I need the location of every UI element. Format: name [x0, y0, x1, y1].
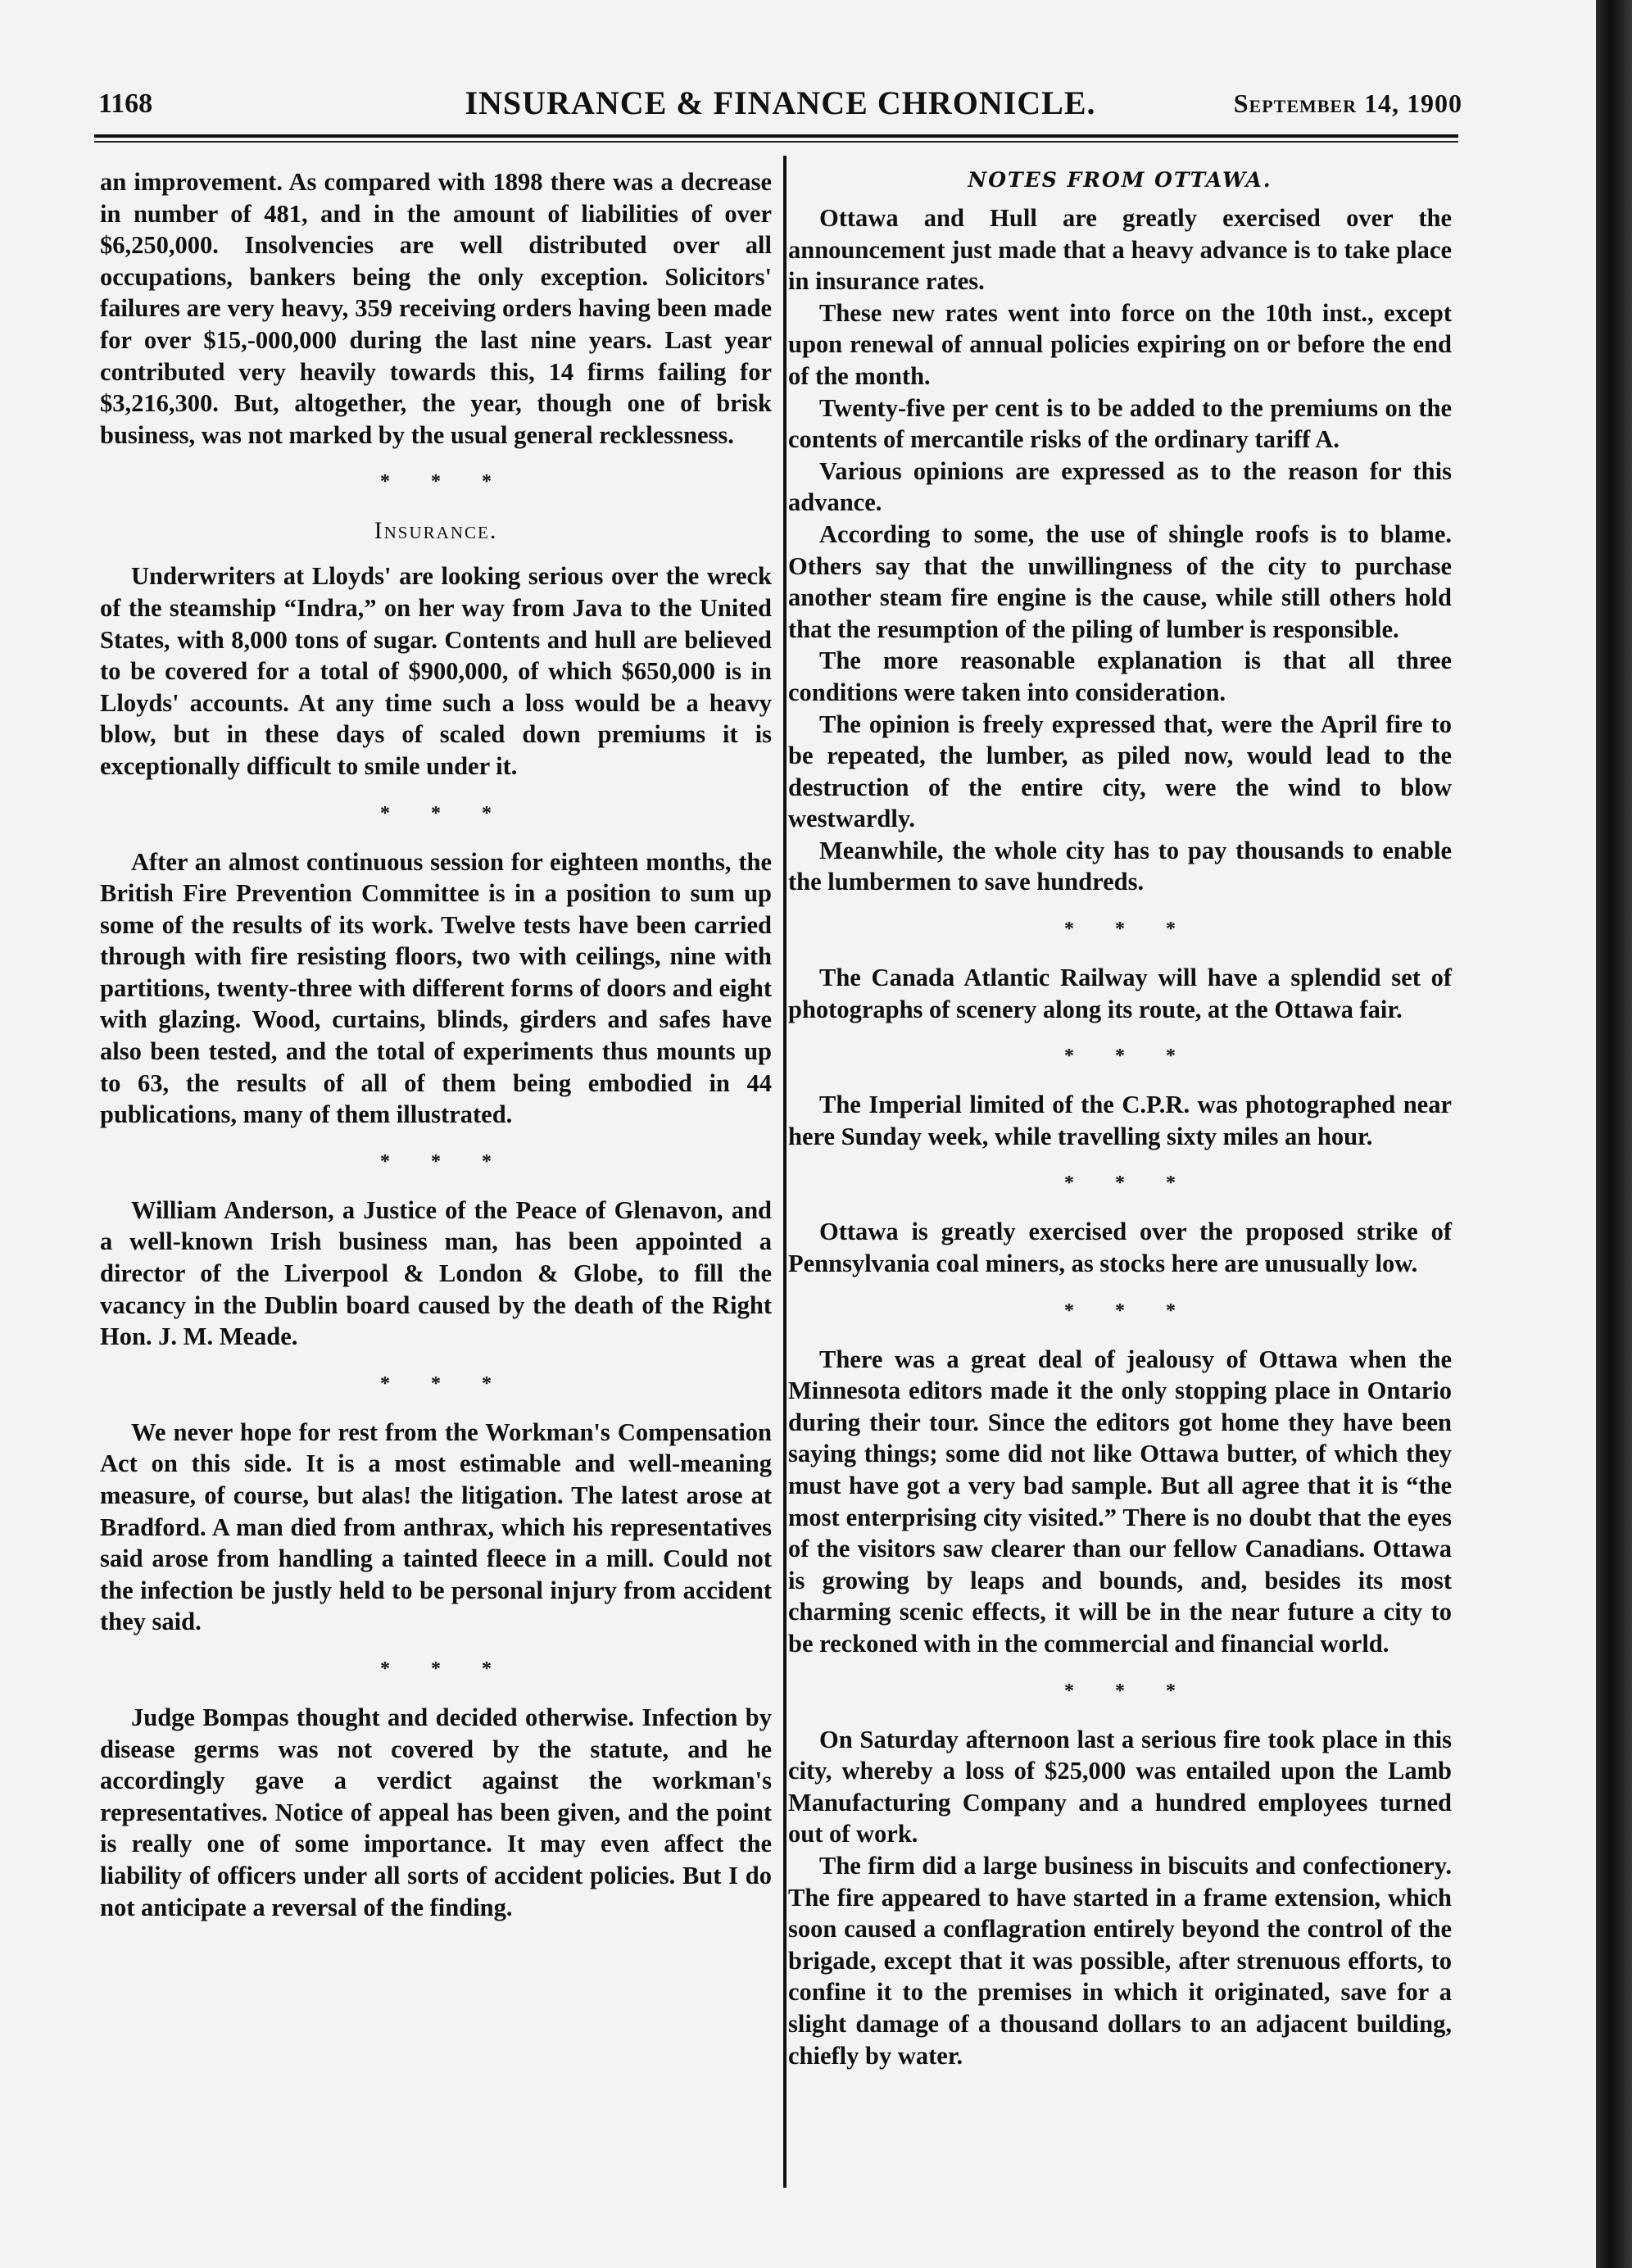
- paragraph-various-opinions: Various opinions are expressed as to the reason for this advance.: [788, 456, 1452, 517]
- paragraph-judge-bompas: Judge Bompas thought and decided otherwise. Infection by disease germs was not covered by the statute, and he accordingly gave a verdict against the workman's representatives. Notice of appeal has been given, and the point is really one of some importance. It may even affect the liability of officers under all sorts of accident policies. But I do not anticipate a reversal of the finding.: [100, 1703, 772, 1921]
- paragraph-minnesota-editors: There was a great deal of jealousy of Ottawa when the Minnesota editors made it the only stopping place in Ontario during their tour. Since the editors got home they have been saying things; some did not like Ottawa butter, of which they must have got a very bad sample. But all agree that it is “the most enterprising city visited.” There is no doubt that the eyes of the visitors saw clearer than our fellow Canadians. Ottawa is growing by leaps and bounds, and, besides its most charming scenic effects, it will be in the near future a city to be reckoned with in the commercial and financial world.: [788, 1345, 1452, 1658]
- page-header: [98, 82, 1462, 131]
- section-separator: * * *: [380, 1372, 510, 1395]
- paragraph-imperial-limited: The Imperial limited of the C.P.R. was photographed near here Sunday week, while travelling sixty miles an hour.: [788, 1091, 1452, 1150]
- section-separator: * * *: [1064, 919, 1194, 941]
- section-title-notes-from-ottawa: NOTES FROM OTTAWA.: [968, 168, 1272, 192]
- paragraph-canada-atlantic-railway: The Canada Atlantic Railway will have a splendid set of photographs of scenery along its route, at the Ottawa fair.: [788, 964, 1452, 1023]
- publication-title: INSURANCE & FINANCE CHRONICLE.: [465, 84, 1096, 121]
- paragraph-fire-prevention-committee: After an almost continuous session for eighteen months, the British Fire Prevention Committee is in a position to sum up some of the results of its work. Twelve tests have been carried through with fire resisting floors, two with ceilings, nine with partitions, twenty-three with different forms of doors and eight with glazing. Wood, curtains, blinds, girders and safes have also been tested, and the total of experiments thus mounts up to 63, the results of all of them being embodied in 44 publications, many of them illustrated.: [100, 847, 772, 1129]
- left-column: [100, 166, 772, 1923]
- right-column: [788, 166, 1452, 2071]
- paragraph-meanwhile: Meanwhile, the whole city has to pay thousands to enable the lumbermen to save hundreds.: [788, 836, 1452, 896]
- paragraph-ottawa-hull: Ottawa and Hull are greatly exercised over the announcement just made that a heavy advance is to take place in insurance rates.: [788, 204, 1452, 296]
- paragraph-william-anderson: William Anderson, a Justice of the Peace of Glenavon, and a well-known Irish business man, has been appointed a director of the Liverpool & London & Globe, to fill the vacancy in the Dublin board caused by the death of the Right Hon. J. M. Meade.: [100, 1195, 772, 1351]
- paragraph-shingle-roofs: According to some, the use of shingle roofs is to blame. Others say that the unwillingness of the city to purchase another steam fire engine is the cause, while still others hold that the resumption of the piling of lumber is responsible.: [788, 519, 1452, 643]
- section-separator: * * *: [1064, 1680, 1194, 1702]
- page-number: 1168: [98, 88, 153, 119]
- column-divider: [783, 156, 787, 2188]
- section-separator: * * *: [380, 471, 510, 493]
- section-separator: * * *: [1064, 1300, 1194, 1322]
- paragraph-april-fire: The opinion is freely expressed that, were the April fire to be repeated, the lumber, as piled now, would lead to the destruction of the entire city, were the wind to blow westwardly.: [788, 710, 1452, 833]
- paragraph-indra-wreck: Underwriters at Lloyds' are looking serious over the wreck of the steamship “Indra,” on her way from Java to the United States, with 8,000 tons of sugar. Contents and hull are believed to be covered for a total of $900,000, of which $650,000 is in Lloyds' accounts. At any time such a loss would be a heavy blow, but in these days of scaled down premiums it is exceptionally difficult to smile under it.: [100, 562, 772, 780]
- section-separator: * * *: [380, 1150, 510, 1173]
- paragraph-lamb-fire: On Saturday afternoon last a serious fire took place in this city, whereby a loss of $25,000 was entailed upon the Lamb Manufacturing Company and a hundred employees turned out of work.: [788, 1725, 1452, 1848]
- paragraph-twenty-five-per-cent: Twenty-five per cent is to be added to the premiums on the contents of mercantile risks of the ordinary tariff A.: [788, 393, 1452, 454]
- section-separator: * * *: [380, 1658, 510, 1680]
- book-spine-edge: [1596, 0, 1632, 2268]
- paragraph-workmans-compensation: We never hope for rest from the Workman's Compensation Act on this side. It is a most estimable and well-meaning measure, of course, but alas! the litigation. The latest arose at Bradford. A man died from anthrax, which his representatives said arose from handling a tainted fleece in a mill. Could not the infection be justly held to be personal injury from accident they said.: [100, 1418, 772, 1636]
- section-separator: * * *: [1064, 1173, 1194, 1195]
- header-rule-thick: [94, 134, 1458, 138]
- issue-date: September 14, 1900: [1233, 88, 1462, 118]
- paragraph-reasonable-explanation: The more reasonable explanation is that all three conditions were taken into consideration.: [788, 646, 1452, 706]
- paragraph-coal-miners-strike: Ottawa is greatly exercised over the proposed strike of Pennsylvania coal miners, as stocks here are unusually low.: [788, 1218, 1452, 1278]
- section-title-insurance: Insurance.: [374, 517, 498, 545]
- section-separator: * * *: [380, 802, 510, 824]
- paragraph-biscuits-confectionery: The firm did a large business in biscuits and confectionery. The fire appeared to have started in a frame extension, which soon caused a conflagration entirely beyond the control of the brigade, except that it was possible, after strenuous efforts, to confine it to the premises in which it originated, save for a slight damage of a thousand dollars to an adjacent building, chiefly by water.: [788, 1851, 1452, 2070]
- header-rule-thin: [94, 141, 1458, 143]
- paragraph-new-rates: These new rates went into force on the 10th inst., except upon renewal of annual policies expiring on or before the end of the month.: [788, 298, 1452, 390]
- section-separator: * * *: [1064, 1046, 1194, 1068]
- paragraph-insolvency-stats: an improvement. As compared with 1898 there was a decrease in number of 481, and in the amount of liabilities of over $6,250,000. Insolvencies are well distributed over all occupations, bankers being the only exception. Solicitors' failures are very heavy, 359 receiving orders having been made for over $15,-000,000 during the last nine years. Last year contributed very heavily towards this, 14 firms failing for $3,216,300. But, altogether, the year, though one of brisk business, was not marked by the usual general recklessness.: [100, 168, 772, 449]
